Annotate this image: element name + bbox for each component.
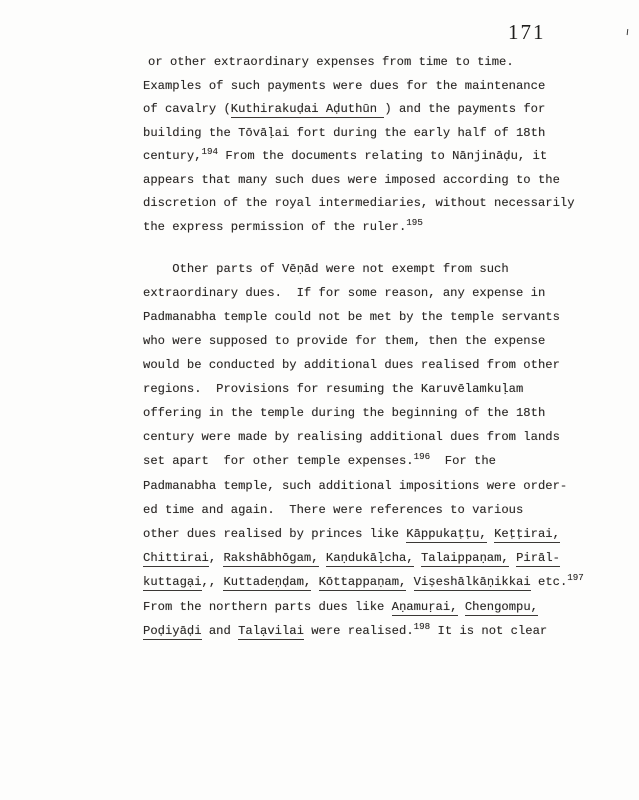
text-segment: Examples of such payments were dues for the maintenance (143, 78, 546, 93)
text-line (143, 619, 584, 644)
text-line (143, 122, 575, 146)
underlined-term: Talaippaṇam, (420, 551, 509, 565)
text-line (143, 570, 584, 595)
underlined-term: Kuttadeṇḍam, (223, 575, 312, 589)
text-segment: It is not clear (430, 624, 548, 638)
text-segment (406, 575, 413, 589)
text-line (143, 498, 584, 522)
text-segment: discretion of the royal intermediaries, without necessarily (143, 196, 575, 210)
text-segment: , (208, 551, 224, 565)
underlined-term: Talạvilai (238, 624, 304, 638)
underlined-term: Rakshābhōgam, (223, 551, 319, 565)
text-line (143, 75, 575, 99)
text-line (143, 474, 584, 498)
text-segment: century, (143, 149, 202, 163)
text-segment: Padmanabha temple, such additional impositions were order- (143, 479, 568, 493)
text-segment: From the documents relating to Nānjināḍu, it (218, 149, 548, 163)
text-line (143, 353, 584, 377)
text-segment (414, 551, 421, 565)
text-line (143, 192, 575, 216)
text-line (143, 98, 575, 122)
text-line (143, 281, 584, 305)
text-line (143, 377, 584, 401)
text-line (143, 305, 584, 329)
text-line (143, 216, 575, 240)
underlined-term: Viṣeshālkāṇikkai (413, 575, 531, 589)
text-segment: appears that many such dues were imposed according to the (143, 172, 560, 187)
text-line (143, 169, 575, 193)
text-segment (311, 575, 318, 589)
text-segment: offering in the temple during the beginning of the 18th (143, 406, 546, 420)
para-1 (143, 51, 575, 239)
text-segment: From the northern parts dues like (143, 600, 392, 614)
text-segment (458, 600, 465, 614)
underlined-term: Keṭṭirai, (494, 527, 560, 541)
text-line (143, 546, 584, 570)
text-line (143, 401, 584, 425)
underlined-term: Kōttappaṇam, (318, 575, 407, 589)
text-segment: etc. (530, 575, 568, 589)
underlined-term: Poḍiyāḍi (143, 624, 202, 638)
footnote-ref: 195 (406, 216, 423, 228)
text-segment: ,, (201, 575, 224, 589)
underlined-term: Chittirai (143, 551, 209, 565)
text-segment: regions. Provisions for resuming the Karuvēlamkuḷam (143, 382, 524, 396)
footnote-ref: 196 (413, 451, 431, 462)
text-line (143, 51, 575, 75)
underlined-term: Aṇamuṛai, (391, 600, 458, 614)
text-line (143, 522, 584, 546)
underlined-term: Chengompu, (464, 600, 538, 614)
text-segment: set apart for other temple expenses. (143, 454, 414, 468)
text-segment (509, 551, 516, 565)
underlined-term: Kaṇdukāḷcha, (325, 551, 414, 565)
text-segment: building the Tōvāḷai fort during the early half of 18th (143, 125, 546, 140)
text-segment: and (201, 624, 239, 638)
text-segment (487, 527, 494, 541)
text-segment: ) and the payments for (384, 102, 546, 116)
text-line (143, 425, 584, 449)
text-segment: of cavalry ( (143, 102, 231, 116)
scan-artifact-tick: ı (625, 24, 630, 39)
text-segment: were realised. (303, 624, 414, 638)
text-segment: extraordinary dues. If for some reason, any expense in (143, 286, 546, 300)
text-segment: other dues realised by princes like (143, 527, 407, 541)
footnote-ref: 198 (413, 621, 431, 632)
text-line (143, 449, 584, 474)
text-line (143, 145, 575, 169)
text-segment: For the (430, 454, 496, 468)
text-line (143, 257, 584, 281)
page-number: 171 (508, 20, 546, 44)
text-line (143, 329, 584, 353)
text-segment: century were made by realising additional dues from lands (143, 430, 560, 444)
underlined-term: Kuthirakuḍai Aḍuthūn (230, 102, 385, 116)
para-2 (143, 257, 584, 644)
text-segment: the express permission of the ruler. (143, 219, 407, 234)
text-segment: who were supposed to provide for them, then the expense (143, 334, 546, 348)
footnote-ref: 197 (567, 572, 584, 583)
underlined-term: Pirāl- (516, 551, 560, 565)
text-segment (319, 551, 326, 565)
text-segment: Other parts of Vēṇād were not exempt from such (143, 262, 509, 276)
underlined-term: Kāppukaṭṭu, (406, 527, 487, 541)
underlined-term: kuttagại (143, 575, 202, 589)
text-segment: would be conducted by additional dues realised from other (143, 358, 560, 372)
text-segment: Padmanabha temple could not be met by the temple servants (143, 310, 560, 324)
footnote-ref: 194 (201, 146, 219, 157)
text-line (143, 595, 584, 619)
text-segment: ed time and again. There were references to various (143, 503, 524, 517)
text-segment: or other extraordinary expenses from time to time. (148, 55, 514, 69)
